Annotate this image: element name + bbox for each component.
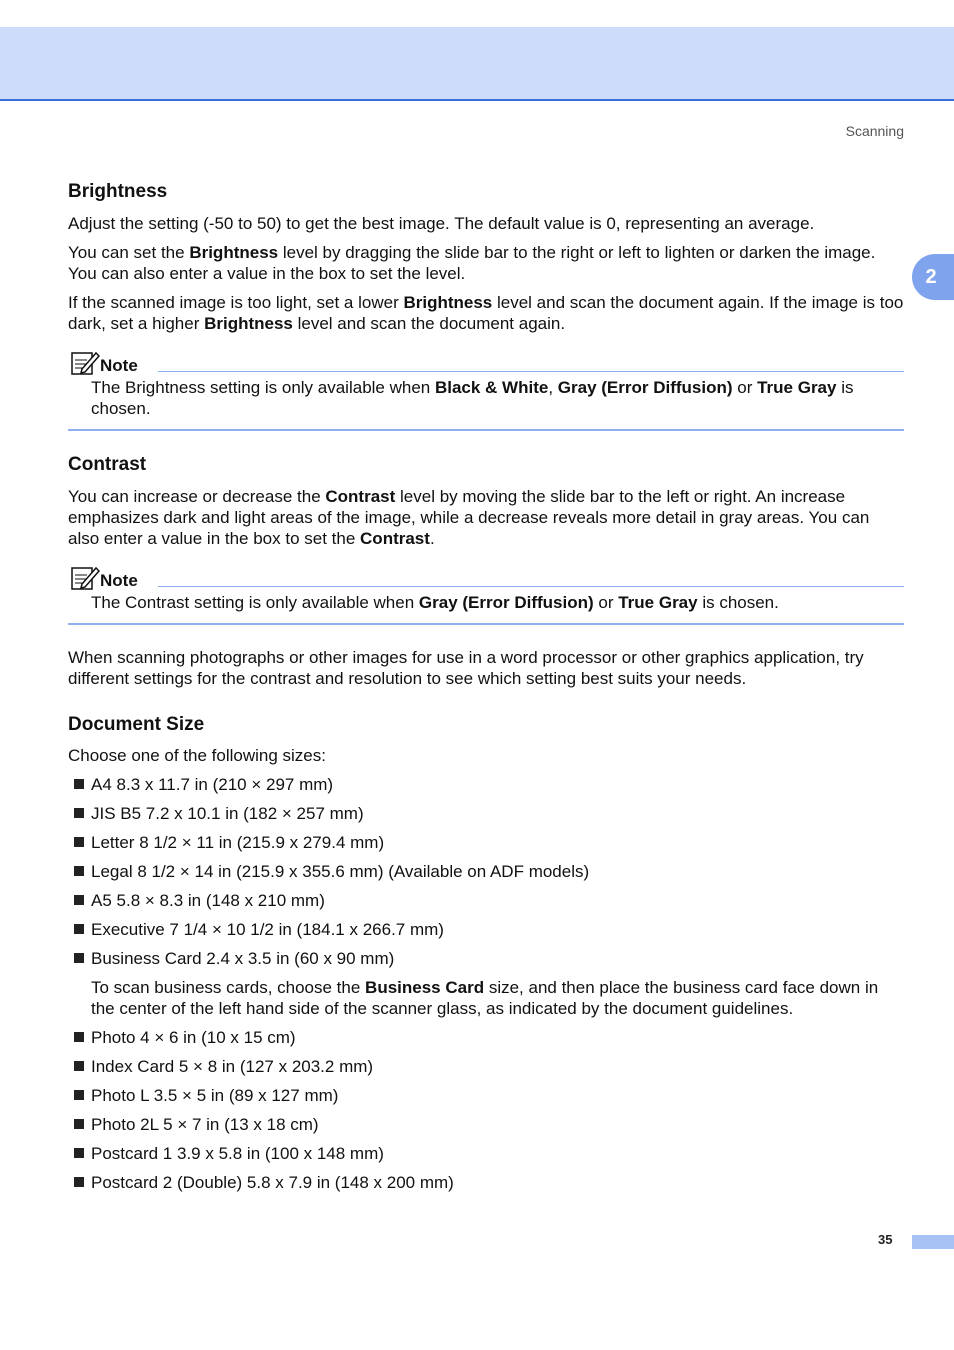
- page-content: [68, 180, 904, 1201]
- square-bullet-icon: [74, 924, 84, 934]
- document-size-list-continued: [68, 1027, 904, 1193]
- page-number: 35: [878, 1232, 893, 1247]
- note-divider: [158, 371, 904, 372]
- square-bullet-icon: [74, 837, 84, 847]
- list-item: Executive 7 1/4 × 10 1/2 in (184.1 x 266.7 mm): [68, 919, 904, 940]
- list-item: Postcard 1 3.9 x 5.8 in (100 x 148 mm): [68, 1143, 904, 1164]
- contrast-heading: Contrast: [68, 454, 147, 475]
- square-bullet-icon: [74, 1148, 84, 1158]
- contrast-paragraph-1: You can increase or decrease the Contrast level by moving the slide bar to the left or right. An increase emphasizes dark and light areas of the image, while a decrease reveals more detail in gray areas. You can also enter a value in the box to set the Contrast.: [68, 487, 870, 548]
- square-bullet-icon: [74, 866, 84, 876]
- document-size-heading: Document Size: [68, 714, 205, 735]
- running-header: Scanning: [845, 123, 904, 139]
- square-bullet-icon: [74, 1177, 84, 1187]
- document-size-list: [68, 774, 904, 969]
- square-bullet-icon: [74, 1090, 84, 1100]
- list-item: A5 5.8 × 8.3 in (148 x 210 mm): [68, 890, 904, 911]
- list-item: Photo L 3.5 × 5 in (89 x 127 mm): [68, 1085, 904, 1106]
- square-bullet-icon: [74, 808, 84, 818]
- brightness-note: [68, 348, 904, 431]
- contrast-note-text: The Contrast setting is only available when Gray (Error Diffusion) or True Gray is chosen.: [91, 593, 779, 612]
- list-item: Business Card 2.4 x 3.5 in (60 x 90 mm): [68, 948, 904, 969]
- brightness-paragraph-2: You can set the Brightness level by dragging the slide bar to the right or left to lighten or darken the image. You can also enter a value in the box to set the level.: [68, 243, 876, 283]
- note-label: Note: [100, 356, 138, 375]
- note-pencil-icon: [70, 565, 100, 591]
- list-item: Legal 8 1/2 × 14 in (215.9 x 355.6 mm) (Available on ADF models): [68, 861, 904, 882]
- brightness-paragraph-1: Adjust the setting (-50 to 50) to get the best image. The default value is 0, representing an average.: [68, 214, 815, 233]
- list-item: A4 8.3 x 11.7 in (210 × 297 mm): [68, 774, 904, 795]
- list-item: Postcard 2 (Double) 5.8 x 7.9 in (148 x 200 mm): [68, 1172, 904, 1193]
- square-bullet-icon: [74, 1032, 84, 1042]
- brightness-paragraph-3: If the scanned image is too light, set a lower Brightness level and scan the document again. If the image is too dark, set a higher Brightness level and scan the document again.: [68, 293, 904, 333]
- brightness-heading: Brightness: [68, 181, 168, 202]
- list-item: Letter 8 1/2 × 11 in (215.9 x 279.4 mm): [68, 832, 904, 853]
- list-item: Photo 4 × 6 in (10 x 15 cm): [68, 1027, 904, 1048]
- document-size-intro: Choose one of the following sizes:: [68, 746, 326, 765]
- contrast-paragraph-2: When scanning photographs or other images for use in a word processor or other graphics application, try different settings for the contrast and resolution to see which setting best suits your needs.: [68, 648, 864, 688]
- chapter-tab: 2: [912, 254, 954, 300]
- note-pencil-icon: [70, 350, 100, 376]
- square-bullet-icon: [74, 953, 84, 963]
- list-item: Index Card 5 × 8 in (127 x 203.2 mm): [68, 1056, 904, 1077]
- contrast-note: [68, 563, 904, 625]
- square-bullet-icon: [74, 1119, 84, 1129]
- top-header-band: [0, 27, 954, 101]
- brightness-note-text: The Brightness setting is only available when Black & White, Gray (Error Diffusion) or True Gray is chosen.: [91, 378, 854, 418]
- list-item: Photo 2L 5 × 7 in (13 x 18 cm): [68, 1114, 904, 1135]
- business-card-note: To scan business cards, choose the Business Card size, and then place the business card face down in the center of the left hand side of the scanner glass, as indicated by the document guidelines.: [91, 978, 879, 1018]
- note-divider: [158, 586, 904, 587]
- square-bullet-icon: [74, 895, 84, 905]
- square-bullet-icon: [74, 1061, 84, 1071]
- square-bullet-icon: [74, 779, 84, 789]
- note-label: Note: [100, 571, 138, 590]
- list-item: JIS B5 7.2 x 10.1 in (182 × 257 mm): [68, 803, 904, 824]
- page-number-tab: [912, 1235, 954, 1249]
